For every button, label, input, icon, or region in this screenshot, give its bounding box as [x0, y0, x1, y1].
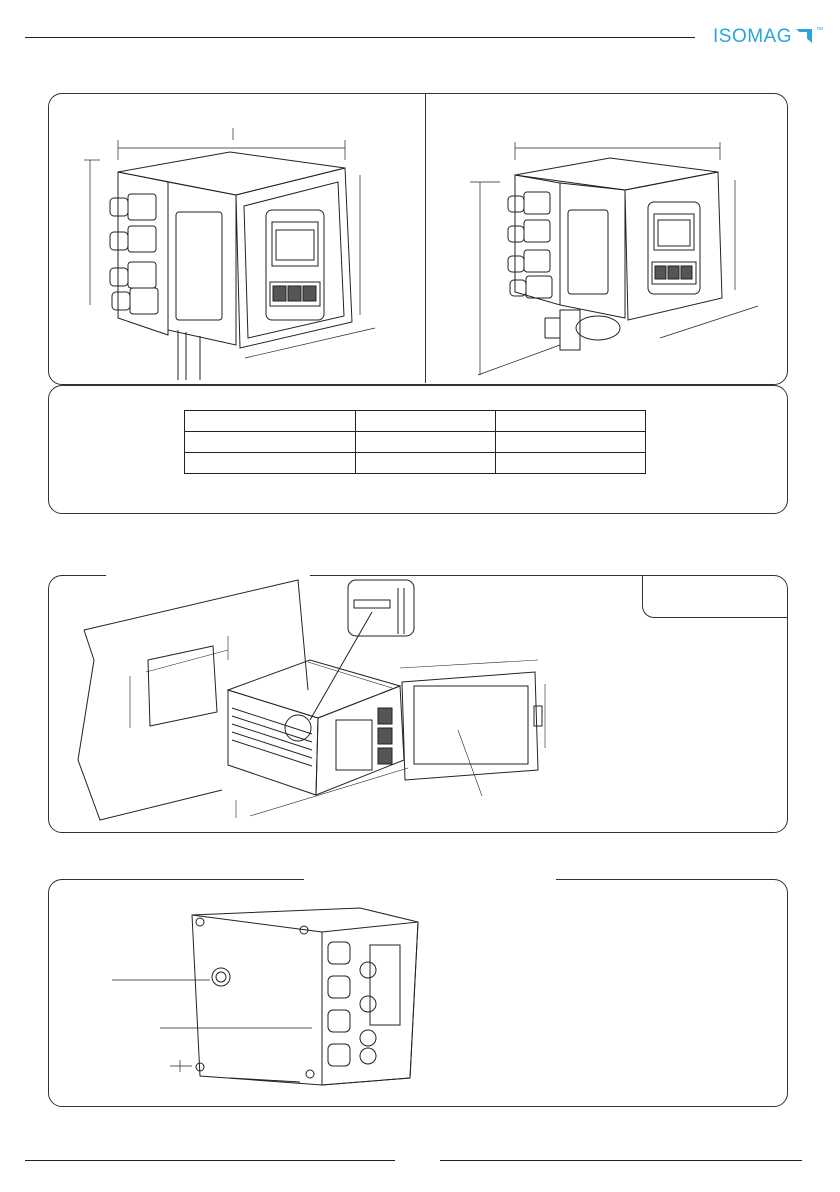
footer-rule-left: [25, 1160, 395, 1161]
footer-rule-right: [440, 1160, 802, 1161]
brand-trademark: ™: [816, 26, 824, 34]
brand-name: ISOMAG: [713, 26, 793, 47]
